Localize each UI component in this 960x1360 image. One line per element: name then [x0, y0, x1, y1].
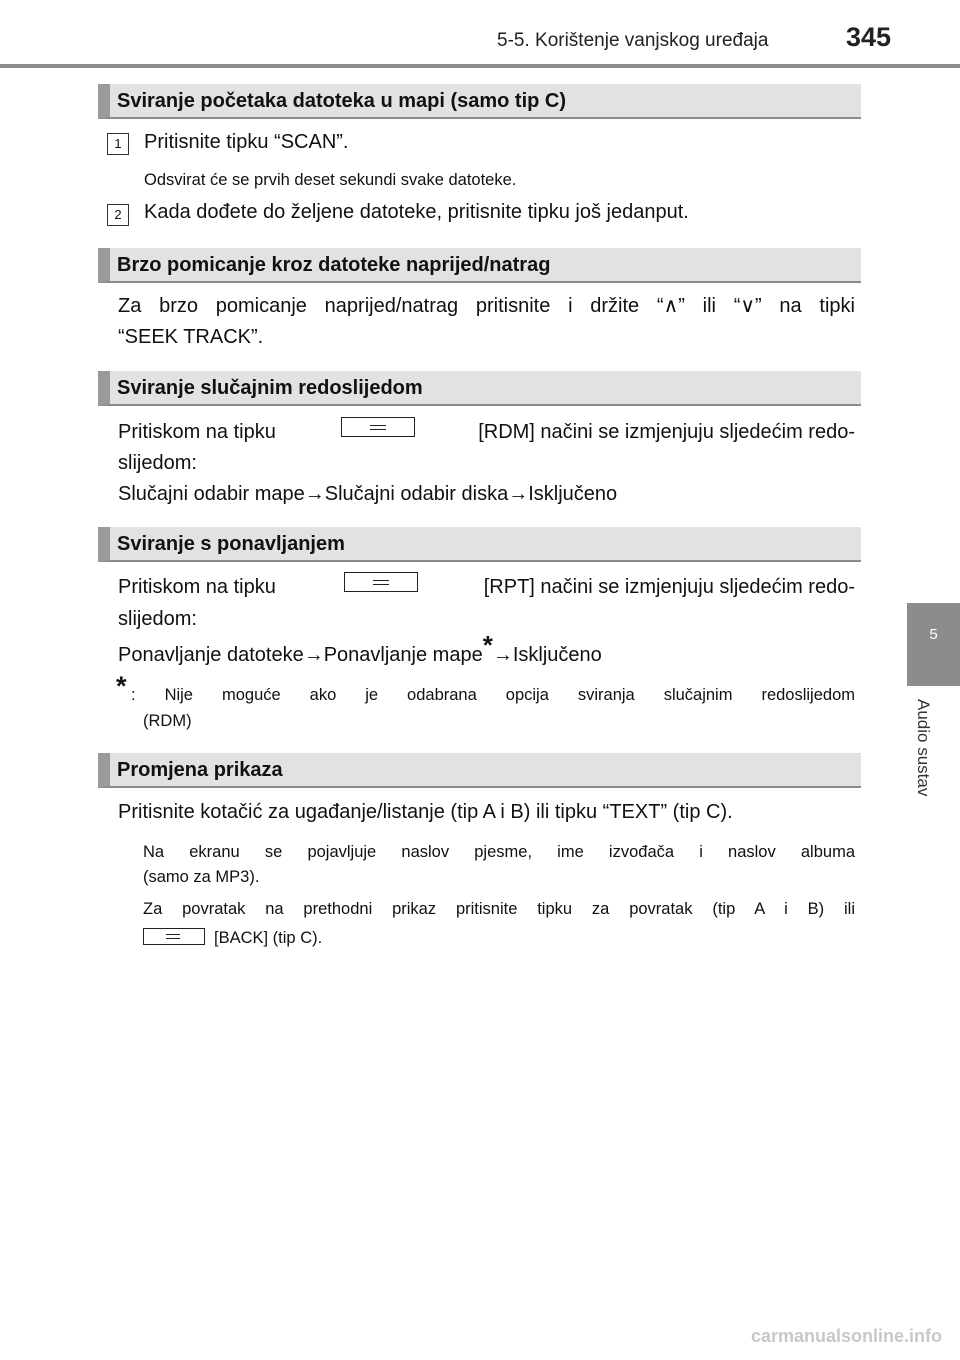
fast-forward-text-line1: Za brzo pomicanje naprijed/natrag pritisnite i držite “∧” ili “∨” na tipki — [118, 295, 855, 317]
repeat-text-line1 — [118, 572, 855, 603]
chapter-tab-label: Audio sustav — [914, 699, 933, 797]
display-text: Pritisnite kotačić za ugađanje/listanje (tip A i B) ili tipku “TEXT” (tip C). — [118, 801, 733, 823]
section-heading-scan: Sviranje početaka datoteka u mapi (samo tip C) — [98, 84, 861, 119]
section-heading-fast-forward: Brzo pomicanje kroz datoteke naprijed/natrag — [98, 248, 861, 283]
step-1-note: Odsvirat će se prvih deset sekundi svake datoteke. — [144, 171, 517, 189]
step-number-2: 2 — [107, 204, 129, 226]
watermark: carmanualsonline.info — [750, 1326, 942, 1346]
footnote-line1: : Nije moguće ako je odabrana opcija sviranja slučajnim redoslijedom — [131, 686, 855, 704]
header-rule — [0, 64, 960, 68]
repeat-sequence-end: →Isključeno — [492, 644, 602, 666]
random-text-suffix: [RDM] načini se izmjenjuju sljedećim redo- — [478, 421, 855, 443]
fast-forward-text-line2: “SEEK TRACK”. — [118, 326, 264, 348]
random-text-line2: slijedom: — [118, 452, 197, 474]
page-number: 345 — [846, 22, 892, 52]
step-1-text: Pritisnite tipku “SCAN”. — [144, 131, 349, 153]
random-sequence: Slučajni odabir mape→Slučajni odabir diska→Isključeno — [118, 483, 618, 505]
repeat-footnote-marker: * — [482, 630, 493, 660]
display-note2-line2 — [143, 925, 322, 951]
step-2-text: Kada dođete do željene datoteke, pritisnite tipku još jedanput. — [144, 201, 689, 223]
repeat-text-suffix: [RPT] načini se izmjenjuju sljedećim redo- — [483, 576, 855, 598]
display-note2-back: [BACK] (tip C). — [214, 929, 323, 947]
rpt-button-icon — [344, 572, 418, 592]
chapter-tab — [907, 603, 960, 686]
back-button-icon — [143, 928, 205, 945]
repeat-sequence — [118, 630, 602, 671]
rdm-button-icon — [341, 417, 415, 437]
random-text-line1 — [118, 417, 855, 448]
repeat-text-line2: slijedom: — [118, 608, 197, 630]
display-note1-line2: (samo za MP3). — [143, 868, 260, 886]
display-note1-line1: Na ekranu se pojavljuje naslov pjesme, ime izvođača i naslov albuma — [143, 843, 855, 861]
repeat-text-prefix: Pritiskom na tipku — [118, 576, 276, 598]
section-heading-repeat: Sviranje s ponavljanjem — [98, 527, 861, 562]
chapter-title: 5-5. Korištenje vanjskog uređaja — [497, 30, 769, 51]
footnote-star: * — [116, 671, 127, 701]
display-note2-line1: Za povratak na prethodni prikaz pritisnite tipku za povratak (tip A i B) ili — [143, 900, 855, 918]
step-number-1: 1 — [107, 133, 129, 155]
section-heading-display: Promjena prikaza — [98, 753, 861, 788]
footnote-line2: (RDM) — [143, 712, 192, 730]
random-text-prefix: Pritiskom na tipku — [118, 421, 276, 443]
chapter-tab-number: 5 — [929, 626, 938, 643]
repeat-sequence-main: Ponavljanje datoteke→Ponavljanje mape — [118, 644, 483, 666]
section-heading-random: Sviranje slučajnim redoslijedom — [98, 371, 861, 406]
